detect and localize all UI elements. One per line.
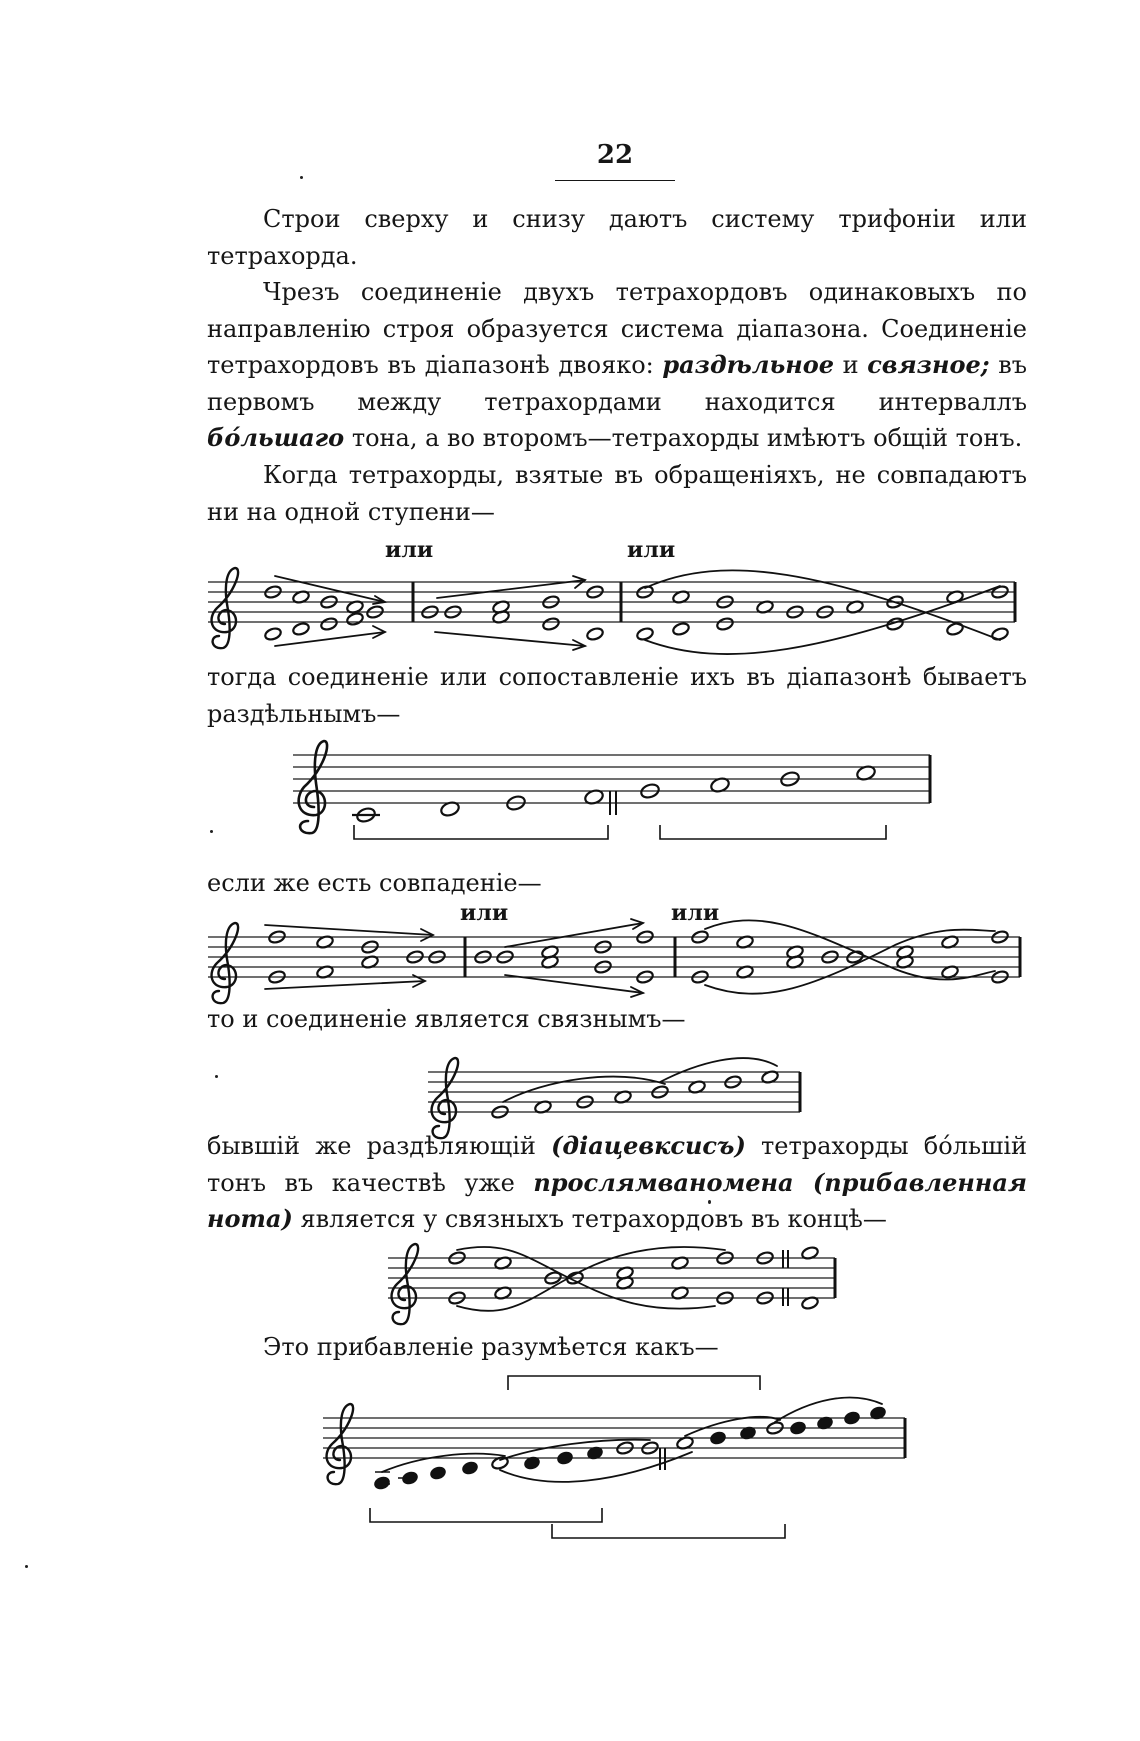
notation-example-3 — [205, 915, 1025, 1011]
paragraph-obrashcheniya: Когда тетрахорды, взятые въ обращеніяхъ, не совпадаютъ ни на одной ступени— — [207, 461, 1027, 526]
label-ili: или — [385, 537, 434, 563]
label-ili: или — [460, 900, 509, 926]
treble-clef-icon — [432, 1058, 459, 1138]
term-svyaznoe: связное; — [867, 350, 990, 380]
page-number: 22 — [596, 140, 634, 170]
print-speck — [25, 1565, 28, 1568]
term-razdelnoe: раздѣльное — [662, 350, 835, 380]
paragraph-diapazon: Чрезъ соединеніе двухъ тетрахордовъ одинаковыхъ по направленію строя образуется система діапазона. Соединеніе тетрахордовъ въ діапазонѣ двояко: раздѣльное и связное; въ первомъ между тетрахордами находится интерваллъ бо́льшаго тона, а во второмъ—тетрахорды имѣютъ общій тонъ. — [207, 278, 1027, 453]
paragraph-trifonia: Строи сверху и снизу даютъ систему трифоніи или тетрахорда. — [207, 205, 1027, 270]
term-diacevksis: (діацевксисъ) — [551, 1131, 746, 1160]
notation-example-1 — [205, 562, 1025, 658]
paragraph-sovpadenie: если же есть совпаденіе— — [207, 869, 542, 897]
label-ili: или — [627, 537, 676, 563]
notation-example-5 — [385, 1236, 845, 1326]
term-bolshago: бо́льшаго — [207, 423, 345, 453]
paragraph-razdelnoe: тогда соединеніе или сопоставленіе ихъ въ діапазонѣ бываетъ раздѣльнымъ— — [207, 663, 1027, 728]
paragraph-proslamvanomena: бывшій же раздѣляющій (діацевксисъ) тетрахорды бо́льшій тонъ въ качествѣ уже прослямваномена (прибавленная нота) является у связныхъ тетрахордовъ въ концѣ— — [207, 1131, 1027, 1234]
treble-clef-icon — [212, 568, 239, 648]
paragraph-pribavlenie: Это прибавленіе разумѣется какъ— — [263, 1333, 719, 1361]
notation-example-4 — [425, 1036, 815, 1136]
treble-clef-icon — [392, 1244, 419, 1324]
notation-example-2 — [290, 735, 940, 845]
print-speck — [708, 1200, 711, 1204]
treble-clef-icon — [212, 923, 239, 1003]
print-speck — [215, 1075, 218, 1078]
notation-example-6 — [320, 1372, 920, 1552]
paragraph-svyaznym: то и соединеніе является связнымъ— — [207, 1005, 686, 1033]
print-speck — [300, 176, 303, 179]
print-speck — [210, 830, 213, 833]
term-proslamvanomena: прослямваномена (прибавленная нота) — [207, 1167, 1027, 1234]
page-number-rule — [555, 180, 675, 181]
treble-clef-icon — [327, 1404, 354, 1484]
label-ili: или — [671, 900, 720, 926]
